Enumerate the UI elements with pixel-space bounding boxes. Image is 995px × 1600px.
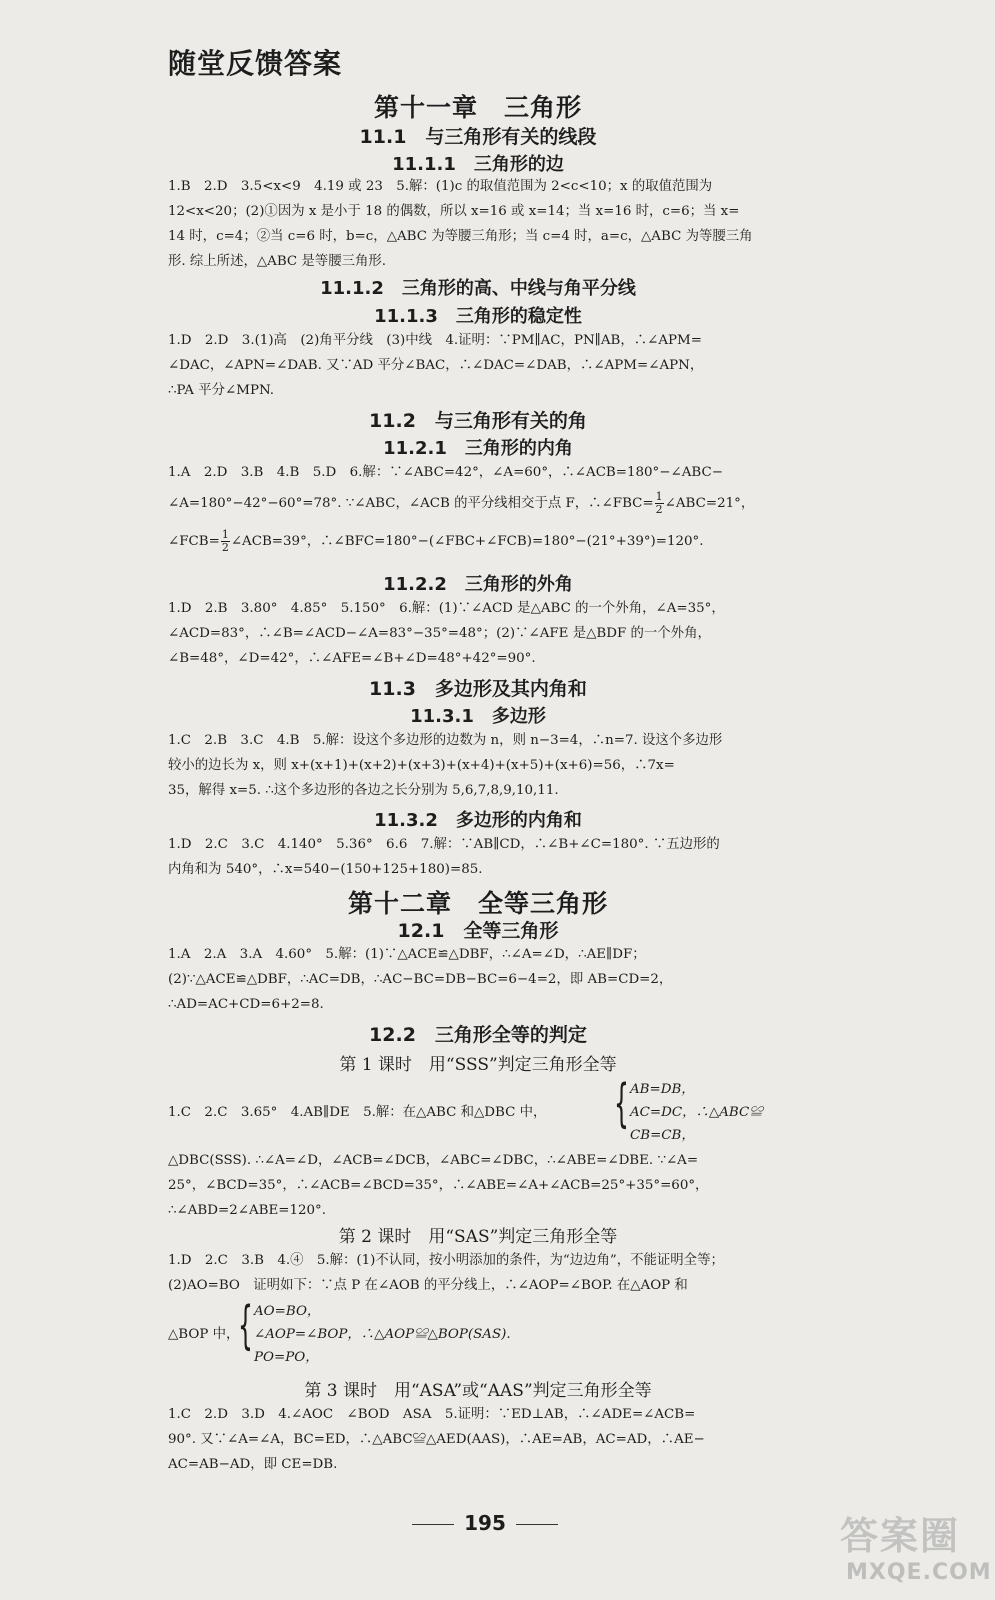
answer-line: ∴∠ABD=2∠ABE=120°.: [168, 1203, 326, 1218]
answer-lesson-3: [168, 1402, 788, 1477]
chapter-12-title: 第十二章 全等三角形: [347, 889, 608, 918]
answer-line: 1.D 2.B 3.80° 4.85° 5.150° 6.解：(1)∵∠ACD 是△ABC 的一个外角，∠A=35°，: [168, 601, 725, 616]
answer-line: 较小的边长为 x，则 x+(x+1)+(x+2)+(x+3)+(x+4)+(x+5)+(x+6)=56，∴7x=: [168, 758, 675, 773]
answer-11-1-3: [168, 328, 788, 403]
answer-line: 形. 综上所述，△ABC 是等腰三角形.: [168, 254, 387, 269]
answer-line: ∴AD=AC+CD=6+2=8.: [168, 997, 324, 1012]
answer-line: 内角和为 540°，∴x=540−(150+125+180)=85.: [168, 862, 483, 877]
page-number-text: 195: [464, 1511, 506, 1535]
answer-line: 1.D 2.C 3.C 4.140° 5.36° 6.6 7.解：∵AB∥CD，∴∠B+∠C=180°. ∵五边形的: [168, 837, 720, 852]
fraction-denominator: 2: [221, 541, 229, 554]
answer-lesson-1: [168, 1148, 788, 1223]
section-12-2-title: 12.2 三角形全等的判定: [369, 1024, 587, 1046]
fraction-denominator: 2: [655, 503, 663, 516]
answer-line: 14 时，c=4；②当 c=6 时，b=c，△ABC 为等腰三角形；当 c=4 时，a=c，△ABC 为等腰三角: [168, 229, 753, 244]
section-11-1-title: 11.1 与三角形有关的线段: [359, 126, 597, 148]
answer-line: 90°. 又∵∠A=∠A，BC=ED，∴△ABC≌△AED(AAS)，∴AE=AB，AC=AD，∴AE−: [168, 1432, 705, 1447]
answer-text: 1.C 2.C 3.65° 4.AB∥DE 5.解：在△ABC 和△DBC 中，: [168, 1105, 547, 1120]
section-11-1-3-title: 11.1.3 三角形的稳定性: [374, 306, 582, 327]
answer-line: 1.D 2.D 3.(1)高 (2)角平分线 (3)中线 4.证明：∵PM∥AC，PN∥AB，∴∠APM=: [168, 333, 702, 348]
answer-line: AC=AB−AD，即 CE=DB.: [168, 1457, 338, 1472]
section-11-1-1-title: 11.1.1 三角形的边: [392, 154, 564, 175]
dash-left: [412, 1524, 454, 1525]
answer-line: 1.A 2.D 3.B 4.B 5.D 6.解：∵∠ABC=42°，∠A=60°，∴∠ACB=180°−∠ABC−: [168, 465, 723, 480]
answer-11-1-1: [168, 174, 788, 274]
section-11-2-2-title: 11.2.2 三角形的外角: [383, 574, 573, 595]
dash-right: [516, 1524, 558, 1525]
answer-line: 1.C 2.D 3.D 4.∠AOC ∠BOD ASA 5.证明：∵ED⊥AB，∴∠ADE=∠ACB=: [168, 1407, 696, 1422]
system-line: AB=DB，: [630, 1082, 695, 1097]
system-line: CB=CB，: [630, 1128, 695, 1143]
answer-11-2-1: [168, 460, 788, 561]
answer-lesson-2: [168, 1248, 788, 1298]
section-11-1-2-title: 11.1.2 三角形的高、中线与角平分线: [320, 278, 636, 299]
answer-line: 25°，∠BCD=35°，∴∠ACB=∠BCD=35°，∴∠ABE=∠A+∠ACB=25°+35°=60°，: [168, 1178, 709, 1193]
answer-line: 1.D 2.C 3.B 4.④ 5.解：(1)不认同，按小明添加的条件，为“边边角”，不能证明全等；: [168, 1253, 724, 1268]
brace-symbol: {: [614, 1074, 629, 1134]
answer-line: ∠B=48°，∠D=42°，∴∠AFE=∠B+∠D=48°+42°=90°.: [168, 651, 536, 666]
answer-11-3-2: [168, 832, 788, 882]
system-line: AO=BO，: [254, 1304, 321, 1319]
lesson-2-title: 第 2 课时 用“SAS”判定三角形全等: [338, 1227, 618, 1247]
system-line: AC=DC，∴△ABC≌: [630, 1105, 763, 1120]
answer-text: △BOP 中，: [168, 1327, 240, 1342]
answer-line: 1.C 2.B 3.C 4.B 5.解：设这个多边形的边数为 n，则 n−3=4，∴n=7. 设这个多边形: [168, 733, 723, 748]
section-11-3-title: 11.3 多边形及其内角和: [369, 678, 587, 700]
fraction-numerator: 1: [655, 490, 663, 503]
system-line: PO=PO，: [254, 1350, 319, 1365]
answer-line: ∴PA 平分∠MPN.: [168, 383, 275, 398]
answer-lesson-2-system: [168, 1298, 788, 1370]
section-11-2-title: 11.2 与三角形有关的角: [369, 410, 587, 432]
lesson-1-title: 第 1 课时 用“SSS”判定三角形全等: [339, 1055, 617, 1075]
brace-symbol: {: [238, 1296, 253, 1356]
answer-text: ∠FCB=: [168, 534, 220, 549]
answer-line: (2)∵△ACE≌△DBF，∴AC=DB，∴AC−BC=DB−BC=6−4=2，即 AB=CD=2，: [168, 972, 673, 987]
page-title: 随堂反馈答案: [168, 47, 343, 80]
answer-line: ∠DAC，∠APN=∠DAB. 又∵AD 平分∠BAC，∴∠DAC=∠DAB，∴∠APM=∠APN，: [168, 358, 704, 373]
answer-line: [168, 523, 788, 561]
fraction: [221, 529, 230, 554]
answer-text: ∠ACB=39°，∴∠BFC=180°−(∠FBC+∠FCB)=180°−(21°+39°)=120°.: [230, 534, 704, 549]
answer-lesson-1-system: [168, 1076, 788, 1148]
answer-line: ∠ACD=83°，∴∠B=∠ACD−∠A=83°−35°=48°；(2)∵∠AFE 是△BDF 的一个外角，: [168, 626, 711, 641]
answer-line: [168, 485, 788, 523]
answer-line: 35，解得 x=5. ∴这个多边形的各边之长分别为 5,6,7,8,9,10,11.: [168, 783, 559, 798]
answer-12-1: [168, 942, 788, 1017]
section-11-3-2-title: 11.3.2 多边形的内角和: [374, 810, 582, 831]
section-12-1-title: 12.1 全等三角形: [397, 920, 559, 942]
page-number: [390, 1511, 580, 1535]
answer-line: 12<x<20；(2)①因为 x 是小于 18 的偶数，所以 x=16 或 x=14；当 x=16 时，c=6；当 x=: [168, 204, 740, 219]
section-11-2-1-title: 11.2.1 三角形的内角: [383, 438, 573, 459]
answer-text: ∠A=180°−42°−60°=78°. ∵∠ABC，∠ACB 的平分线相交于点 F，∴∠FBC=: [168, 496, 654, 511]
answer-text: ∠ABC=21°，: [664, 496, 755, 511]
watermark-url: MXQE.COM: [846, 1560, 992, 1585]
section-11-3-1-title: 11.3.1 多边形: [410, 706, 546, 727]
fraction-numerator: 1: [221, 528, 229, 541]
answer-line: 1.B 2.D 3.5<x<9 4.19 或 23 5.解：(1)c 的取值范围为 2<c<10；x 的取值范围为: [168, 179, 713, 194]
answer-11-3-1: [168, 728, 788, 803]
system-line: ∠AOP=∠BOP，∴△AOP≌△BOP(SAS).: [254, 1327, 511, 1342]
answer-line: (2)AO=BO 证明如下：∵点 P 在∠AOB 的平分线上，∴∠AOP=∠BOP. 在△AOP 和: [168, 1278, 688, 1293]
chapter-11-title: 第十一章 三角形: [373, 93, 582, 122]
answer-11-2-2: [168, 596, 788, 671]
answer-line: 1.A 2.A 3.A 4.60° 5.解：(1)∵△ACE≌△DBF，∴∠A=∠D，∴AE∥DF；: [168, 947, 646, 962]
answer-line: △DBC(SSS). ∴∠A=∠D，∠ACB=∠DCB，∠ABC=∠DBC，∴∠ABE=∠DBE. ∵∠A=: [168, 1153, 699, 1168]
fraction: [655, 491, 664, 516]
lesson-3-title: 第 3 课时 用“ASA”或“AAS”判定三角形全等: [304, 1381, 652, 1401]
watermark-logo: 答案圈: [840, 1514, 961, 1558]
